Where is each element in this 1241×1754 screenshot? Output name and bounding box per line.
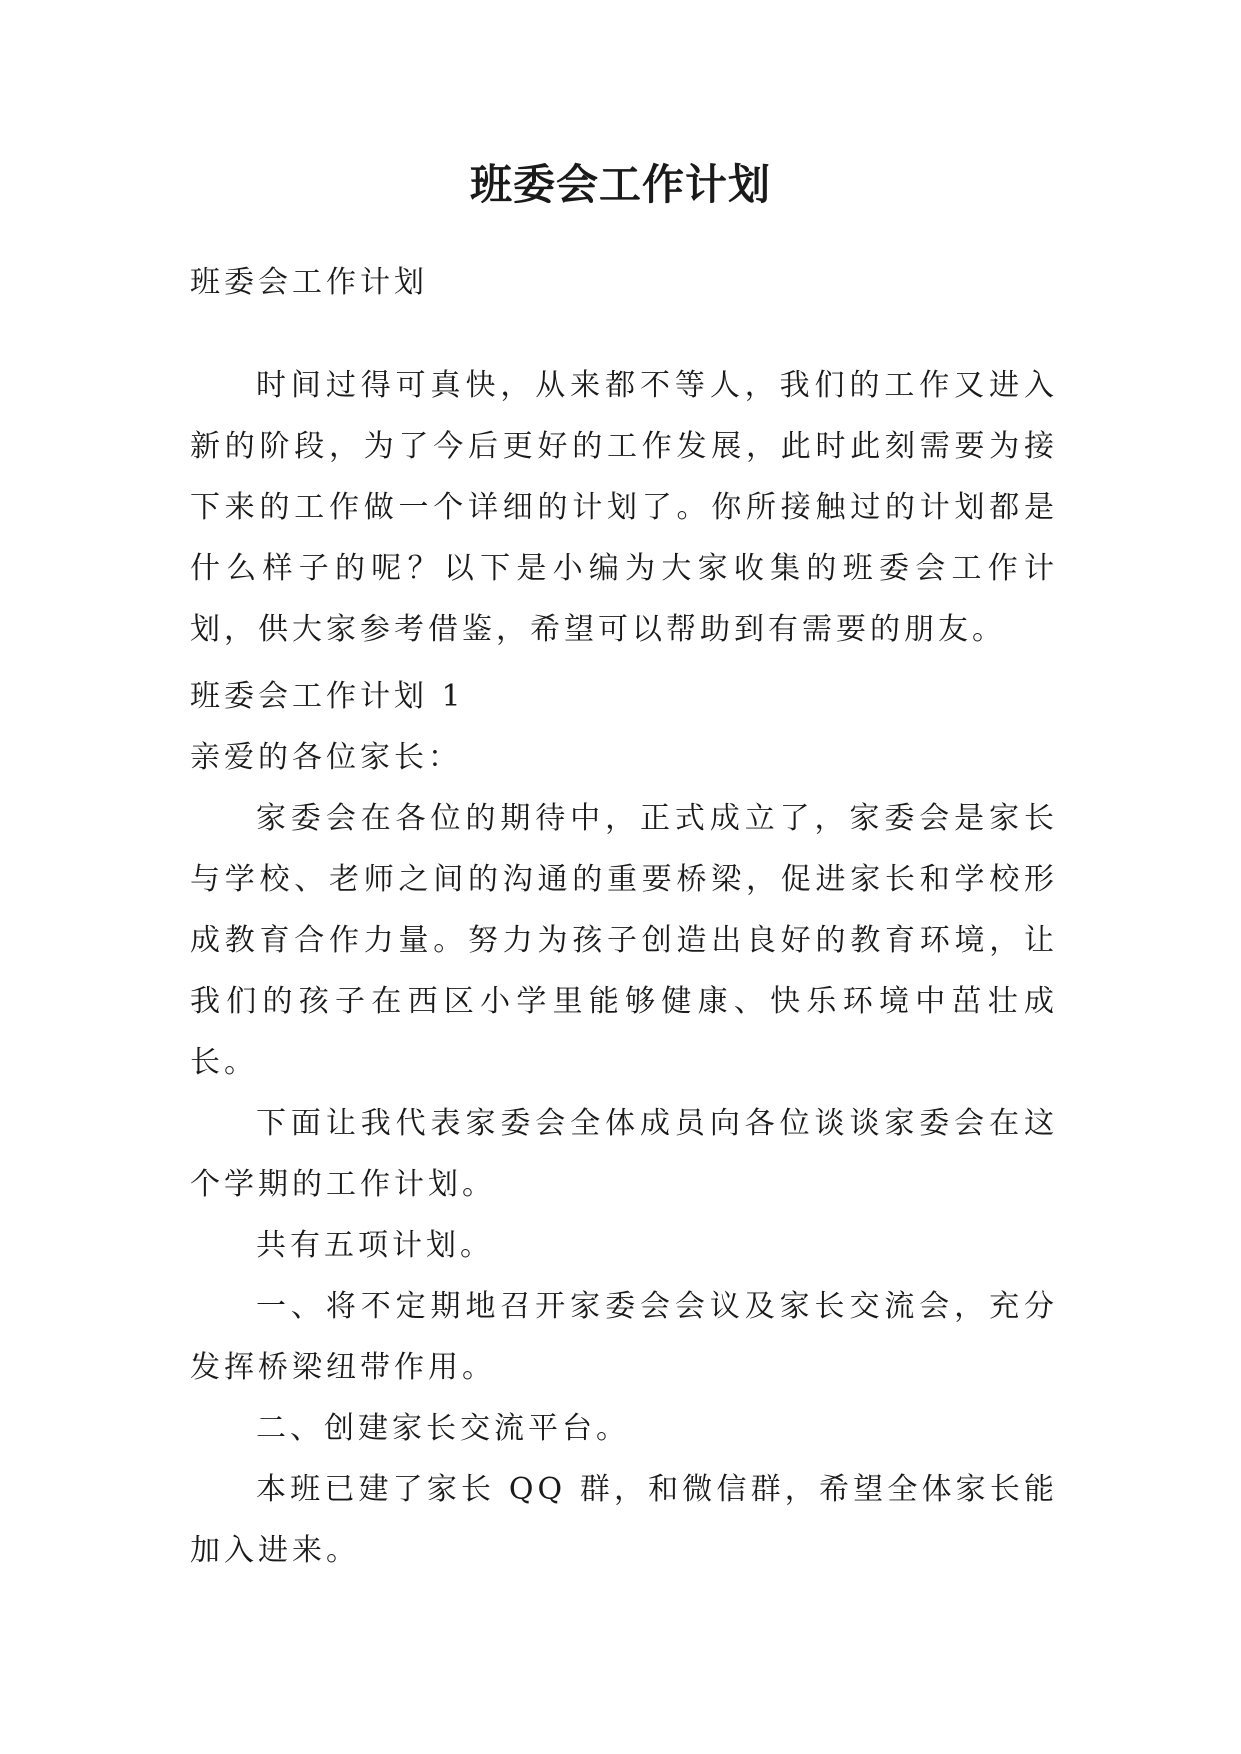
section-1-heading: 班委会工作计划 1 [190,679,465,714]
document-title: 班委会工作计划 [469,160,771,209]
section-paragraph: 共有五项计划。 [256,1228,494,1263]
section-paragraph: 家委会在各位的期待中，正式成立了，家委会是家长与学校、老师之间的沟通的重要桥梁，促进家长和学校形成教育合作力量。努力为孩子创造出良好的教育环境，让我们的孩子在西区小学里能够健康、快乐环境中茁壮成长。 [190,801,1058,1080]
section-paragraph: 本班已建了家长 QQ 群，和微信群，希望全体家长能加入进来。 [190,1472,1058,1568]
section-1 [190,666,1058,1581]
intro-paragraph [190,355,1058,660]
subtitle-text: 班委会工作计划 [190,265,428,300]
salutation: 亲爱的各位家长： [190,740,462,775]
section-paragraph: 下面让我代表家委会全体成员向各位谈谈家委会在这个学期的工作计划。 [190,1106,1058,1202]
intro-text: 时间过得可真快，从来都不等人，我们的工作又进入新的阶段，为了今后更好的工作发展，此时此刻需要为接下来的工作做一个详细的计划了。你所接触过的计划都是什么样子的呢？以下是小编为大家收集的班委会工作计划，供大家参考借鉴，希望可以帮助到有需要的朋友。 [190,368,1058,647]
document-subtitle [190,252,1058,313]
section-paragraph: 二、创建家长交流平台。 [256,1411,630,1446]
section-paragraph: 一、将不定期地召开家委会会议及家长交流会，充分发挥桥梁纽带作用。 [190,1289,1058,1385]
